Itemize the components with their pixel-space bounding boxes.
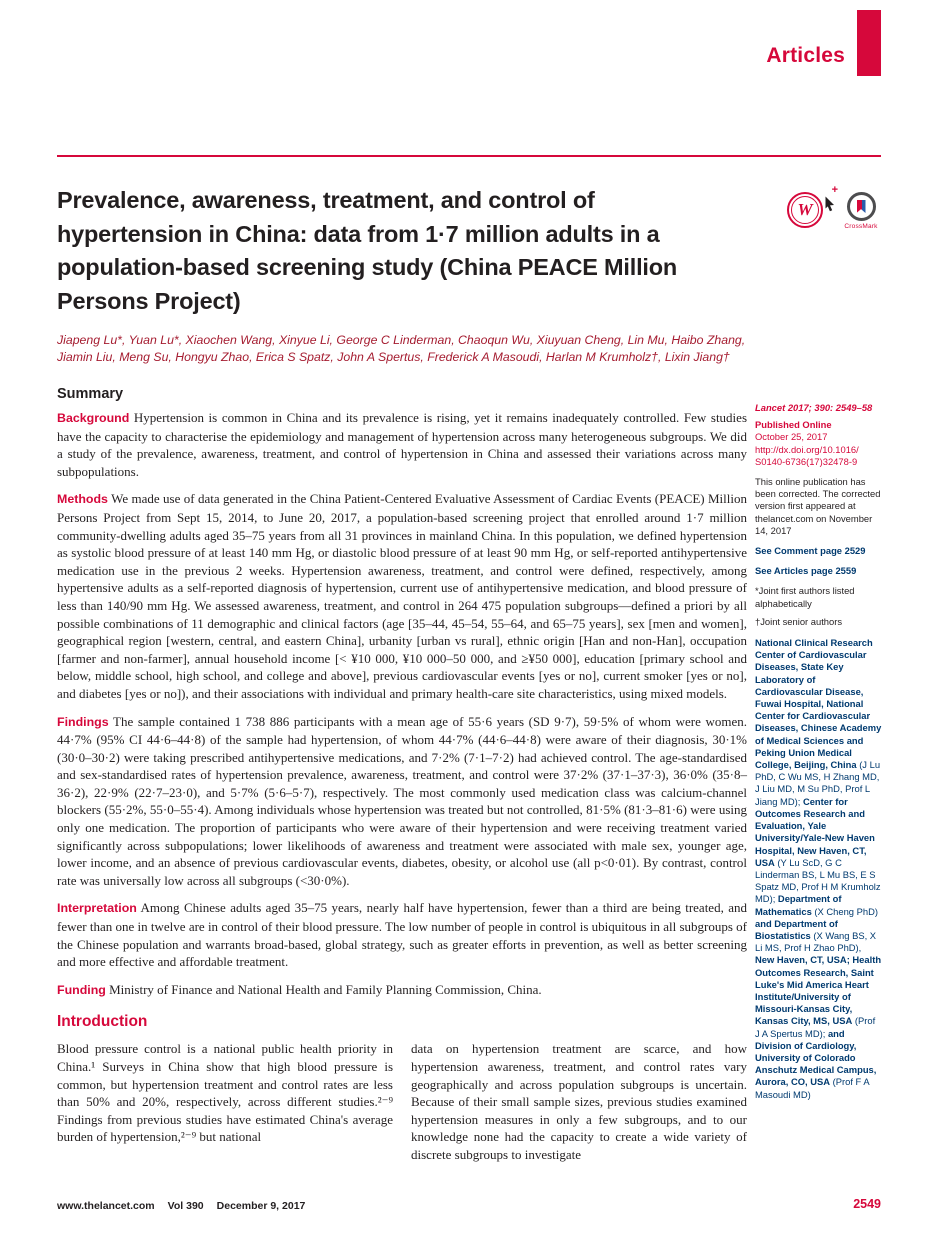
affiliation-segment: and Department of Biostatistics xyxy=(755,917,838,941)
background-text: Hypertension is common in China and its prevalence is rising, yet it remains inadequately controlled. Few studies have the capacity to characterise the epidemiology and management of hypertension across many heterogeneous subgroups. We did a study of the prevalence, awareness, treatment, and control of hypertension in China and assessed their variations across many subpopulations. xyxy=(57,410,747,479)
methods-label: Methods xyxy=(57,492,108,507)
affiliation-segment: Department of Mathematics xyxy=(755,893,842,917)
header-rule xyxy=(57,155,881,157)
methods-text: We made use of data generated in the China Patient-Centered Evaluative Assessment of Cardiac Events (PEACE) Million Persons Project from Sept 15, 2014, to June 20, 2017, a population-based screening project that enrolled around 1·7 million community-dwelling adults aged 35–75 years from all 31 provinces in mainland China. In this population, we defined hypertension as systolic blood pressure of at least 140 mm Hg, or diastolic blood pressure of at least 90 mm Hg, or self-reported antihypertensive medication use in the previous 2 weeks. Hypertension awareness, treatment, and control were defined, respectively, among hypertensive adults as a self-reported diagnosis of hypertension, current use of antihypertensive medication, and blood pressure of less than 140/90 mm Hg. We assessed awareness, treatment, and control in 264 475 population subgroups—defined a priori by all possible combinations of 11 demographic and clinical factors (age [35–44, 45–54, 55–64, and 65–75 years], sex [men and women], geographical region [western, central, and eastern China], urbanity [urban vs rural], ethnic origin [Han and non-Han], occupation [farmer and non-farmer], annual household income [< ¥10 000, ¥10 000–50 000, and ≥¥50 000], education [primary school and below, middle school, high school, and college and above], previous cardiovascular events [yes or no], current smoker [yes or no], and diabetes [yes or no]), and their associations with individual and primary health-care site characteristics, using mixed models. xyxy=(57,491,747,701)
funding-text: Ministry of Finance and National Health and Family Planning Commission, China. xyxy=(109,981,542,997)
funding-label: Funding xyxy=(57,982,106,997)
affiliation-segment: National Clinical Research Center of Cardiovascular Diseases, State Key Laboratory of Cardiovascular Disease, Fuwai Hospital, National Center for Cardiovascular Diseases, Chinese Academy of Medical Sciences and Peking Union Medical College, Beijing, China xyxy=(755,637,882,771)
margin-notes xyxy=(755,402,882,1101)
see-comment-link[interactable] xyxy=(755,545,882,557)
footer-volume: Vol 390 xyxy=(167,1200,204,1212)
summary-methods-paragraph xyxy=(57,490,747,702)
affiliation-segment: Center for Outcomes Research and Evaluation, Yale University/Yale-New Haven Hospital, New Haven, CT, USA xyxy=(755,795,875,868)
crossmark-label: CrossMark xyxy=(844,223,878,230)
affiliation-segment: (X Cheng PhD) xyxy=(814,905,878,917)
crossmark-circle-icon xyxy=(847,192,876,221)
footer-page-number: 2549 xyxy=(853,1197,881,1211)
doi-link[interactable] xyxy=(755,444,882,468)
cursor-plus-icon: + xyxy=(831,184,838,196)
see-comment-page: page 2529 xyxy=(820,545,866,557)
crossmark-badge[interactable] xyxy=(841,192,881,230)
summary-background-paragraph xyxy=(57,409,747,480)
author-list: Jiapeng Lu*, Yuan Lu*, Xiaochen Wang, Xinyue Li, George C Linderman, Chaoqun Wu, Xiuyuan Cheng, Lin Mu, Haibo Zhang, Jiamin Liu, Meng Su, Hongyu Zhao, Erica S Spatz, John A Spertus, Frederick A Masoudi, Harlan M Krumholz†, Lixin Jiang† xyxy=(57,333,746,364)
affiliation-segment: (Prof F A Masoudi MD) xyxy=(755,1076,870,1100)
background-label: Background xyxy=(57,411,130,425)
footer-date: December 9, 2017 xyxy=(216,1200,306,1212)
interpretation-label: Interpretation xyxy=(57,901,137,916)
introduction-column-2: data on hypertension treatment are scarce, and how hypertension awareness, treatment, and control rates vary geographically and across population subgroups is uncertain. Because of their small sample sizes, previous studies examined hypertension measures in only a few subgroups, and to our knowledge none had the capacity to create a wide variety of discrete subgroups to investigate xyxy=(411,1041,747,1162)
see-articles-link[interactable] xyxy=(755,565,882,577)
findings-text: The sample contained 1 738 886 participants with a mean age of 55·6 years (SD 9·7), 59·5% of whom were women. 44·7% (95% CI 44·6–44·8) of the sample had hypertension, of whom 44·7% (44·6–44·8) were aware of their diagnosis, 30·1% (30·0–30·2) were taking prescribed antihypertensive medications, and 7·2% (7·1–7·2) had achieved control. The age-standardised and sex-standardised rates of hypertension prevalence, awareness, treatment, and control were 37·2% (37·1–37·3), 36·0% (35·8–36·2), 22·9% (22·7–23·0), and 5·7% (5·6–5·7), respectively. The most commonly used medication class was calcium-channel blockers (55·2%, 55·0–55·4). Among individuals whose hypertension was treated but not controlled, 81·5% (81·3–81·6) were using only one medication. The proportion of participants who were aware of their hypertension and were receiving treatment varied significantly across subpopulations; lower likelihoods of awareness and treatment were associated with male sex, younger age, lower income, and an absence of previous cardiovascular events, diabetes, obesity, or alcohol use (all p<0·01). By contrast, control rate was universally low across all subgroups (<30·0%). xyxy=(57,713,747,888)
section-color-bar xyxy=(857,10,881,76)
affiliation-segment: (Y Lu ScD, G C Linderman BS, L Mu BS, E S Spatz MD, Prof H M Krumholz MD); xyxy=(755,856,881,905)
footer-journal-info xyxy=(57,1200,305,1212)
interpretation-text: Among Chinese adults aged 35–75 years, nearly half have hypertension, fewer than a third are being treated, and fewer than one in twelve are in control of their blood pressure. The low number of people in control is ubiquitous in all subgroups of the Chinese population and warrants broad-based, global strategy, such as greater efforts in prevention, as well as better screening and more effective and affordable treatment. xyxy=(57,900,747,970)
introduction-heading: Introduction xyxy=(57,1013,148,1031)
introduction-column-1: Blood pressure control is a national public health priority in China.¹ Surveys in China show that high blood pressure is common, but hypertension treatment and control rates are less than 50% and 20%, respectively, across different studies.²⁻⁹ Findings from previous studies have estimated China's average burden of hypertension,²⁻⁹ but national xyxy=(57,1041,393,1145)
see-articles-page: page 2559 xyxy=(810,565,857,577)
summary-interpretation-paragraph xyxy=(57,899,747,970)
main-column xyxy=(57,386,747,1164)
article-title: Prevalence, awareness, treatment, and control of hypertension in China: data from 1·7 million adults in a population-based screening study (China PEACE Million Persons Project) xyxy=(57,187,678,314)
summary-findings-paragraph xyxy=(57,713,747,890)
published-online-block xyxy=(755,419,882,468)
affiliation-segment: New Haven, CT, USA; Health Outcomes Research, Saint Luke's Mid America Heart Institute/University of Missouri-Kansas City, Kansas City, MS, USA xyxy=(755,954,882,1027)
summary-heading: Summary xyxy=(57,386,124,402)
published-online-date: October 25, 2017 xyxy=(755,431,828,443)
introduction-columns xyxy=(57,1040,747,1163)
affiliation-segment: (Prof J A Spertus MD); xyxy=(755,1015,876,1039)
cursor-icon xyxy=(824,196,836,212)
affiliation-segment: and Division of Cardiology, University of Colorado Anschutz Medical Campus, Aurora, CO, USA xyxy=(755,1027,877,1088)
findings-label: Findings xyxy=(57,714,109,729)
doi-line-1: http://dx.doi.org/10.1016/ xyxy=(755,443,859,455)
header-logos xyxy=(741,184,881,230)
joint-senior-authors-note: †Joint senior authors xyxy=(755,615,843,627)
lancet-online-logo xyxy=(787,184,838,228)
published-online-label: Published Online xyxy=(755,419,832,431)
affiliation-segment: (X Wang BS, X Li MS, Prof H Zhao PhD), xyxy=(755,929,877,954)
doi-line-2: S0140-6736(17)32478-9 xyxy=(755,455,858,467)
affiliations xyxy=(755,637,882,1101)
footer-site: www.thelancet.com xyxy=(57,1200,155,1212)
see-articles-label: See Articles xyxy=(755,565,809,577)
correction-note: This online publication has been corrected. The corrected version first appeared at thelancet.com on November 14, 2017 xyxy=(755,476,881,536)
section-label: Articles xyxy=(766,44,845,67)
journal-citation: Lancet 2017; 390: 2549–58 xyxy=(755,402,873,413)
affiliation-segment: (J Lu PhD, C Wu MS, H Zhang MD, J Liu MD, M Su PhD, Prof L Jiang MD); xyxy=(755,759,881,807)
crossmark-bookmark-icon xyxy=(857,200,866,213)
summary-funding-paragraph xyxy=(57,981,747,1000)
joint-first-authors-note: *Joint first authors listed alphabetically xyxy=(755,585,855,609)
lancet-logo-ring xyxy=(787,192,823,228)
see-comment-label: See Comment xyxy=(755,545,818,557)
lancet-logo-letter: W xyxy=(797,199,813,219)
lancet-logo-inner-ring xyxy=(791,196,819,224)
